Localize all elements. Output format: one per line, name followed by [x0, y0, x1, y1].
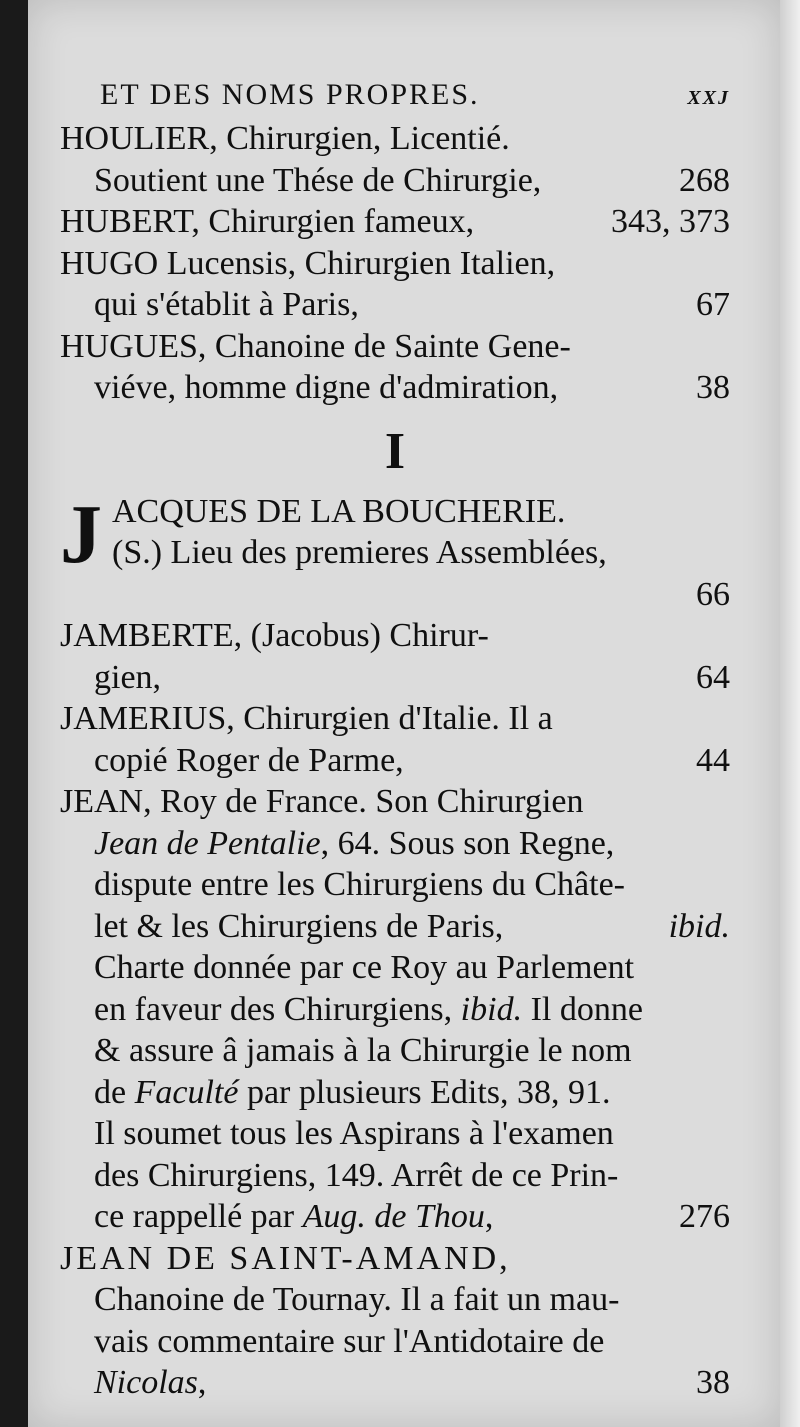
entry-text: HOULIER, Chirurgien, Licentié.	[60, 120, 510, 157]
entry-text: let & les Chirurgiens de Paris,	[94, 907, 504, 945]
index-entry-saint-amand	[60, 1238, 730, 1404]
entry-text: HUBERT, Chirurgien fameux,	[60, 203, 475, 240]
entry-italic: Faculté	[134, 1073, 239, 1111]
entry-text: ,	[197, 1364, 207, 1401]
entry-page: 66	[696, 575, 730, 613]
entry-text: JEAN DE SAINT-AMAND,	[60, 1239, 511, 1277]
entry-text: par plusieurs Edits, 38, 91.	[246, 1073, 611, 1111]
entry-page: 67	[696, 286, 730, 323]
index-entry-houlier	[60, 118, 730, 201]
entry-text: JAMBERTE, (Jacobus) Chirur-	[60, 617, 489, 654]
section-letter-heading: I	[384, 422, 406, 480]
page-edge	[780, 0, 800, 1427]
entry-italic: ibid.	[460, 990, 523, 1028]
entry-text: (S.) Lieu des premieres Assemblées,	[112, 534, 607, 571]
index-entry-hugo	[60, 243, 730, 326]
entry-text: de	[94, 1073, 127, 1111]
entry-page: 64	[696, 658, 730, 696]
entry-italic: Jean de Pentalie	[94, 824, 321, 862]
entry-page: 268	[679, 161, 730, 199]
entry-text: dispute entre les Chirurgiens du Châte-	[94, 866, 625, 903]
index-entry-jamerius	[60, 698, 730, 781]
entry-text: Soutient une Thése de Chirurgie,	[94, 161, 542, 199]
entry-text: , 64. Sous son Regne,	[320, 824, 615, 862]
entry-text: vais commentaire sur l'Antidotaire de	[94, 1322, 605, 1360]
entry-text: copié Roger de Parme,	[94, 741, 404, 779]
entry-page: 38	[696, 1364, 730, 1401]
entry-text: Charte donnée par ce Roy au Parlement	[94, 949, 635, 986]
running-head	[100, 78, 730, 112]
entry-text: JAMERIUS, Chirurgien d'Italie. Il a	[60, 700, 553, 737]
index-entry-hugues	[60, 326, 730, 409]
index-entry-jacques	[60, 487, 730, 616]
index-entry-jean	[60, 781, 730, 1238]
entry-text: gien,	[94, 658, 162, 696]
index-entry-hubert	[60, 201, 730, 243]
entry-italic: ibid.	[668, 907, 730, 945]
entry-page: 343, 373	[611, 203, 730, 240]
entry-text: Il donne	[530, 990, 643, 1028]
entry-text: & assure â jamais à la Chirurgie le nom	[94, 1032, 632, 1069]
drop-cap: J	[60, 487, 102, 581]
index-text	[60, 118, 730, 1404]
entry-page: 276	[679, 1198, 730, 1235]
page-number: xxj	[687, 80, 730, 111]
entry-text: viéve, homme digne d'admiration,	[94, 369, 559, 406]
entry-text: ce rappellé par	[94, 1198, 295, 1235]
entry-text: Chanoine de Tournay. Il a fait un mau-	[94, 1281, 620, 1318]
entry-text: JEAN, Roy de France. Son Chirurgien	[60, 783, 584, 820]
entry-text: HUGUES, Chanoine de Sainte Gene-	[60, 327, 571, 365]
entry-italic: Aug. de Thou	[302, 1198, 485, 1235]
entry-italic: Nicolas	[94, 1364, 198, 1401]
entry-text: des Chirurgiens, 149. Arrêt de ce Prin-	[94, 1156, 619, 1194]
entry-text: Il soumet tous les Aspirans à l'examen	[94, 1115, 614, 1152]
entry-text: ,	[484, 1198, 494, 1235]
entry-page: 44	[696, 741, 730, 779]
entry-text: ACQUES DE LA BOUCHERIE.	[112, 492, 566, 530]
index-entry-jamberte	[60, 615, 730, 698]
entry-text: qui s'établit à Paris,	[94, 286, 359, 323]
entry-text: HUGO Lucensis, Chirurgien Italien,	[60, 244, 556, 282]
entry-text: en faveur des Chirurgiens,	[94, 990, 453, 1028]
entry-page: 38	[696, 369, 730, 406]
running-head-title: ET DES NOMS PROPRES.	[100, 78, 480, 111]
